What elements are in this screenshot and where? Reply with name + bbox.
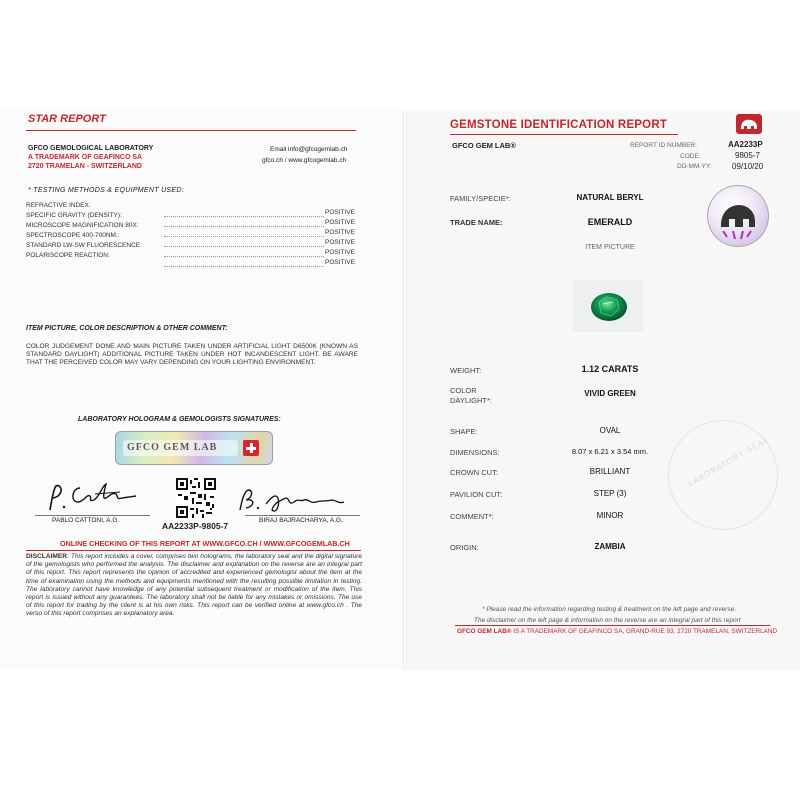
signer1-name: PABLO CATTONI, A.G. — [52, 517, 120, 524]
disclaimer — [26, 553, 362, 619]
hologram-heading: LABORATORY HOLOGRAM & GEMOLOGISTS SIGNATURES: — [78, 416, 281, 423]
lab-address: 2720 TRAMELAN - SWITZERLAND — [28, 163, 142, 170]
footer — [457, 628, 777, 635]
disclaimer-text: : This report includes a cover, comprises two holograms, the laboratory seal and the digital signature of the gemologists who performed the analysis. The disclaimer and explanation on the reverse are an integral part of this report. This report represents the opinion of accredited and experienced gemologist about the item at the time of examination using the methods and equipments mentioned with the resulting possible limitation in testing. The laboratory cannot have knowledge of any potential subsequent treatment or modification of the item. This report is issued without any guarantees. The laboratory shall not be liable for any mistakes or omissions. The use of this report for trading by the client is at his own risks. This report can be verified online at www.gfco.ch . The verso of this report comprises an explanatory area. — [26, 553, 362, 618]
hologram-seal-icon — [707, 185, 769, 247]
origin-label: ORIGIN: — [450, 543, 479, 552]
seal-text: LABORATORY SEAL — [686, 434, 771, 489]
signature-bajracharya-text: B. Bajracharya — [232, 513, 246, 515]
trade-value: EMERALD — [587, 217, 633, 227]
trade-label: TRADE NAME: — [450, 218, 503, 227]
method-value: POSITIVE — [325, 259, 355, 266]
methods-heading: * TESTING METHODS & EQUIPMENT USED: — [28, 187, 184, 194]
footer-text: IS A TRADEMARK OF GEAFINCO SA, GRAND-RUE 93, 2720 TRAMELAN, SWITZERLAND — [511, 628, 778, 635]
laboratory-seal-emboss — [668, 420, 778, 530]
brand-name: GFCO GEM LAB® — [452, 141, 516, 150]
star-report-title: STAR REPORT — [28, 113, 106, 125]
leader-dots — [164, 240, 324, 247]
signature-cattoni-text: P. Cattoni — [40, 513, 49, 515]
family-value: NATURAL BERYL — [576, 193, 644, 202]
origin-value: ZAMBIA — [594, 542, 626, 551]
date-value: 09/10/20 — [732, 162, 764, 171]
qr-code-icon[interactable] — [176, 478, 216, 518]
page-fold — [403, 110, 407, 670]
leader-dots — [164, 210, 324, 217]
method-value: POSITIVE — [325, 209, 355, 216]
dimensions-value: 8.07 x 6.21 x 3.54 mm. — [571, 447, 649, 456]
comment-label: COMMENT*: — [450, 512, 494, 521]
footer-rule — [455, 625, 770, 626]
color-value: VIVID GREEN — [584, 389, 636, 398]
crown-value: BRILLIANT — [589, 467, 631, 476]
lab-trademark: A TRADEMARK OF GEAFINCO SA — [28, 154, 143, 161]
online-rule — [26, 550, 361, 551]
title-rule — [26, 130, 356, 131]
color-daylight-label: DAYLIGHT*: — [450, 396, 492, 405]
weight-label: WEIGHT: — [450, 366, 482, 375]
comment-heading: ITEM PICTURE, COLOR DESCRIPTION & OTHER COMMENT: — [26, 325, 228, 332]
method-label: POLARISCOPE REACTION: — [26, 252, 110, 259]
method-value: POSITIVE — [325, 219, 355, 226]
online-check-link[interactable]: ONLINE CHECKING OF THIS REPORT AT WWW.GFCO.CH / WWW.GFCOGEMLAB.CH — [60, 539, 350, 548]
footnote-2: The disclaimer on the left page & information on the reverse are an integral part of this report — [474, 617, 741, 624]
method-label: REFRACTIVE INDEX: — [26, 202, 91, 209]
item-picture-label: ITEM PICTURE — [585, 244, 635, 251]
pavilion-label: PAVILION CUT: — [450, 490, 503, 499]
leader-dots — [164, 230, 324, 237]
report-id-label: REPORT ID NUMBER: — [630, 142, 697, 149]
comment-text: COLOR JUDGEMENT DONE AND MAIN PICTURE TAKEN UNDER ARTIFICIAL LIGHT D6500K (KNOWN AS STANDARD DAYLIGHT) ADDITIONAL PICTURE TAKEN UNDER HOT INCANDESCENT LIGHT. BE AWARE THAT THE PERCEIVED COLOR MAY VARY DEPENDING ON YOUR LIGHTING ENVIRONMENT. — [26, 343, 358, 367]
lab-email: Email info@gfcogemlab.ch — [270, 146, 348, 153]
shape-label: SHAPE: — [450, 427, 478, 436]
leader-dots — [164, 250, 324, 257]
signer2-name: BIRAJ BAJRACHARYA, A.G. — [259, 517, 343, 524]
footnote-1: * Please read the information regarding testing & treatment on the left page and reverse. — [482, 606, 737, 613]
swiss-flag-icon — [243, 440, 259, 456]
shape-value: OVAL — [599, 426, 621, 435]
weight-value: 1.12 CARATS — [581, 364, 639, 374]
code-label: CODE: — [680, 153, 701, 160]
hologram-sticker — [115, 431, 273, 465]
gemstone-report-title: GEMSTONE IDENTIFICATION REPORT — [450, 119, 668, 131]
dimensions-label: DIMENSIONS: — [450, 448, 500, 457]
code-value: 9805-7 — [735, 151, 760, 160]
comment-value: MINOR — [596, 511, 624, 520]
report-code: AA2233P-9805-7 — [162, 521, 229, 531]
family-label: FAMILY/SPECIE*: — [450, 194, 511, 203]
method-label: MICROSCOPE MAGNIFICATION 80X: — [26, 222, 139, 229]
title-rule — [450, 134, 678, 135]
footer-brand: GFCO GEM LAB® — [457, 628, 512, 635]
date-label: DD-MM-YY: — [677, 163, 712, 170]
method-value: POSITIVE — [325, 249, 355, 256]
color-label: COLOR — [450, 386, 477, 395]
gemstone-picture — [573, 280, 643, 332]
brand-logo-icon — [736, 114, 762, 134]
report-id: AA2233P — [728, 140, 763, 149]
signature-cattoni — [40, 480, 150, 516]
method-label: SPECTROSCOPE 400-700NM.: — [26, 232, 120, 239]
disclaimer-label: DISCLAIMER — [26, 553, 68, 560]
hologram-text: GFCO GEM LAB — [127, 442, 218, 453]
method-value: POSITIVE — [325, 229, 355, 236]
lab-web: gfco.ch / www.gfcogemlab.ch — [262, 157, 347, 164]
lab-name: GFCO GEMOLOGICAL LABORATORY — [28, 145, 154, 152]
signature-line — [245, 515, 360, 516]
leader-dots — [164, 260, 324, 267]
crown-label: CROWN CUT: — [450, 468, 498, 477]
method-value: POSITIVE — [325, 239, 355, 246]
pavilion-value: STEP (3) — [593, 489, 627, 498]
signature-bajracharya — [232, 484, 362, 516]
method-label: STANDARD LW-SW FLUORESCENCE: — [26, 242, 142, 249]
method-label: SPECIFIC GRAVITY (DENSITY): — [26, 212, 122, 219]
leader-dots — [164, 220, 324, 227]
signature-line — [35, 515, 150, 516]
